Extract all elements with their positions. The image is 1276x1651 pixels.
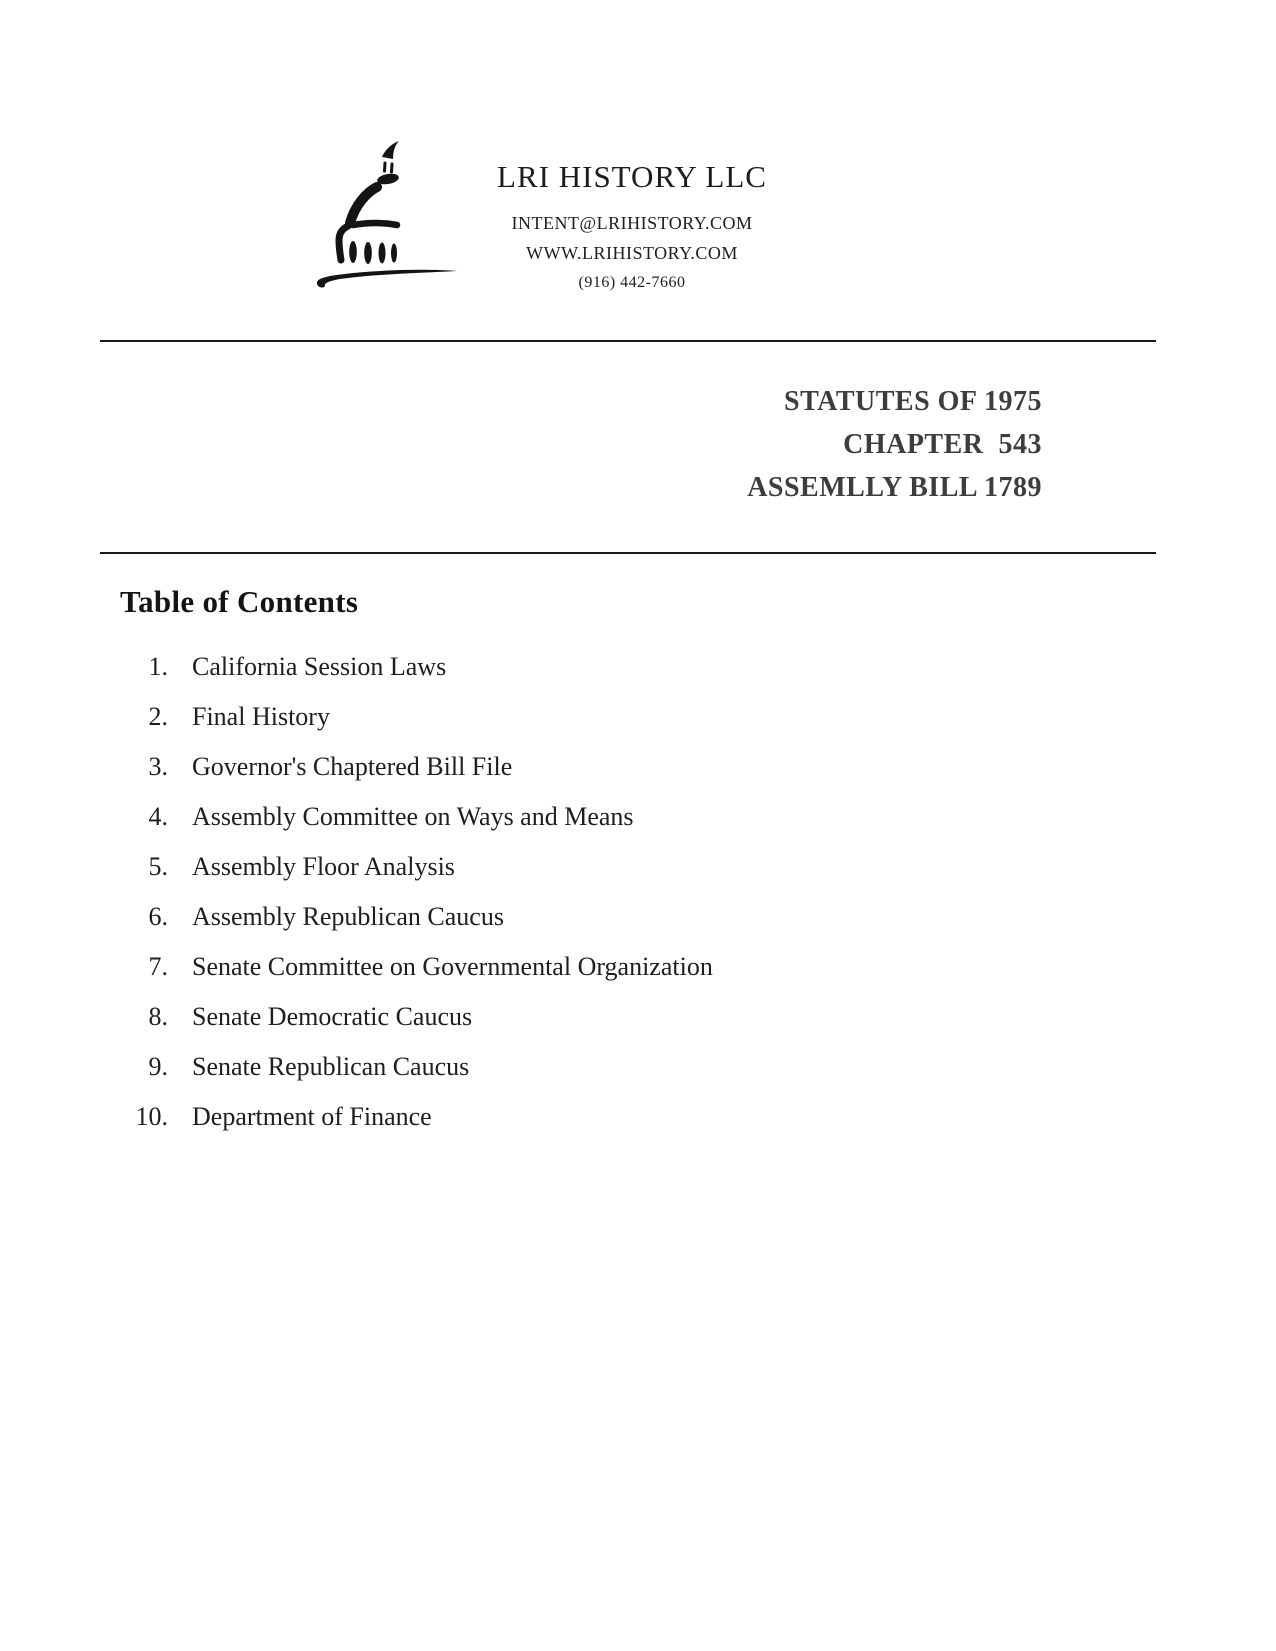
toc-item-number: 7. <box>148 952 168 981</box>
toc-item-label: Assembly Committee on Ways and Means <box>192 802 634 831</box>
company-name: LRI HISTORY LLC <box>497 159 767 194</box>
toc-item <box>120 800 713 850</box>
toc-item <box>120 1000 713 1050</box>
toc-item-label: Senate Republican Caucus <box>192 1052 470 1081</box>
toc-item <box>120 900 713 950</box>
toc-item-label: Governor's Chaptered Bill File <box>192 752 513 781</box>
toc-item-label: Assembly Republican Caucus <box>192 902 504 931</box>
toc-item-number: 6. <box>148 902 168 931</box>
toc-item-number: 8. <box>148 1002 168 1031</box>
toc-item-number: 4. <box>148 802 168 831</box>
toc-title: Table of Contents <box>120 584 359 619</box>
company-phone: (916) 442-7660 <box>578 274 686 291</box>
toc-item <box>120 950 713 1000</box>
toc-item-label: Final History <box>192 702 330 731</box>
capitol-dome-logo-icon <box>296 126 474 291</box>
toc-item-number: 2. <box>148 702 168 731</box>
statute-reference-block <box>747 380 1042 509</box>
toc-list <box>120 650 713 1150</box>
toc-item-number: 9. <box>148 1052 168 1081</box>
toc-item-label: Department of Finance <box>192 1102 432 1131</box>
toc-item-number: 5. <box>148 852 168 881</box>
toc-item-label: Senate Committee on Governmental Organization <box>192 952 713 981</box>
chapter-line: CHAPTER 543 <box>843 429 1042 460</box>
toc-item <box>120 650 713 700</box>
toc-item-number: 10. <box>135 1102 168 1131</box>
toc-item <box>120 750 713 800</box>
toc-item-number: 1. <box>148 652 168 681</box>
toc-item-number: 3. <box>148 752 168 781</box>
statutes-line: STATUTES OF 1975 <box>784 386 1042 417</box>
company-email: INTENT@LRIHISTORY.COM <box>511 213 753 233</box>
toc-item-label: Senate Democratic Caucus <box>192 1002 473 1031</box>
toc-item <box>120 700 713 750</box>
company-website: WWW.LRIHISTORY.COM <box>526 243 738 263</box>
toc-item <box>120 850 713 900</box>
toc-item <box>120 1100 713 1150</box>
toc-item <box>120 1050 713 1100</box>
horizontal-rule-bottom <box>100 552 1156 554</box>
company-header <box>457 158 807 298</box>
toc-item-label: California Session Laws <box>192 652 447 681</box>
toc-item-label: Assembly Floor Analysis <box>192 852 455 881</box>
horizontal-rule-top <box>100 340 1156 342</box>
assembly-bill-line: ASSEMLLY BILL 1789 <box>747 472 1042 503</box>
